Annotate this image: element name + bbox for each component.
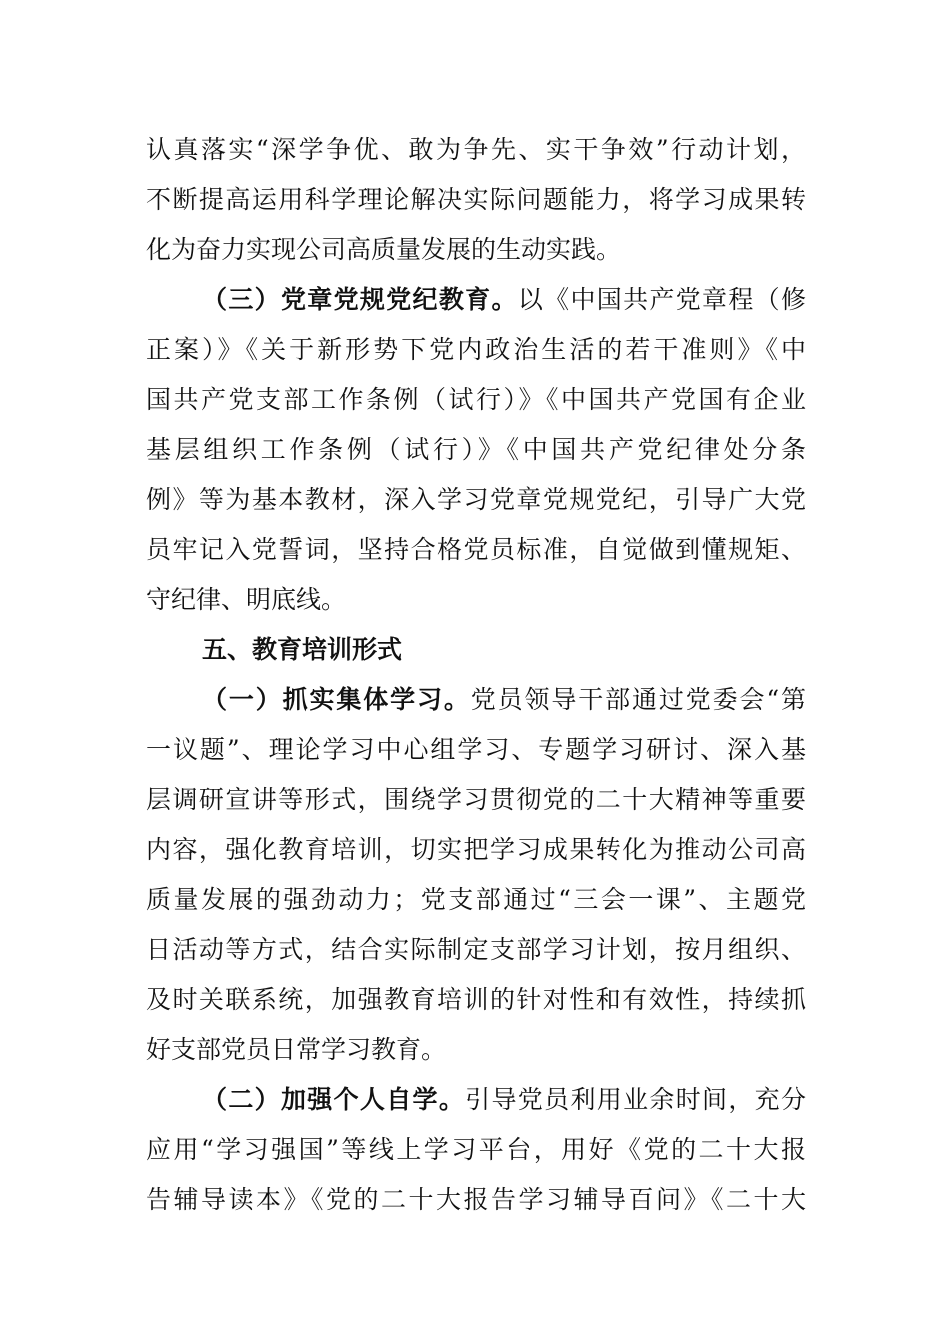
paragraph-3-line-1 [202,680,806,720]
paragraph-3-line-4: 内容，强化教育培训，切实把学习成果转化为推动公司高 [146,835,806,864]
paragraph-2-title: （三）党章党规党纪教育。 [202,285,518,314]
paragraph-4-line-2: 应用“学习强国”等线上学习平台，用好《党的二十大报 [146,1135,806,1164]
paragraph-4-line-1-text: 引导党员利用业余时间，充分 [465,1085,806,1114]
paragraph-2-line-7: 守纪律、明底线。 [146,585,347,614]
paragraph-2-line-1 [202,280,806,320]
paragraph-3-line-6: 日活动等方式，结合实际制定支部学习计划，按月组织、 [146,935,806,964]
paragraph-1-line-1: 认真落实“深学争优、敢为争先、实干争效”行动计划， [146,135,806,164]
paragraph-1-line-3: 化为奋力实现公司高质量发展的生动实践。 [146,235,622,264]
paragraph-2-line-3: 国共产党支部工作条例（试行）》《中国共产党国有企业 [146,385,806,414]
paragraph-1-line-2: 不断提高运用科学理论解决实际问题能力，将学习成果转 [146,185,806,214]
paragraph-2-line-1-text: 以《中国共产党章程（修 [517,285,806,314]
paragraph-3-title: （一）抓实集体学习。 [202,685,471,714]
paragraph-2-line-5: 例》等为基本教材，深入学习党章党规党纪，引导广大党 [146,485,806,514]
paragraph-2-line-6: 员牢记入党誓词，坚持合格党员标准，自觉做到懂规矩、 [146,535,806,564]
paragraph-3-line-2: 一议题”、理论学习中心组学习、专题学习研讨、深入基 [146,735,806,764]
paragraph-2-line-4: 基层组织工作条例（试行）》《中国共产党纪律处分条 [146,435,806,464]
section-heading: 五、教育培训形式 [202,635,403,664]
paragraph-3-line-5: 质量发展的强劲动力；党支部通过“三会一课”、主题党 [146,885,806,914]
paragraph-4-line-1 [202,1080,806,1120]
paragraph-4-title: （二）加强个人自学。 [202,1085,466,1114]
paragraph-3-line-7: 及时关联系统，加强教育培训的针对性和有效性，持续抓 [146,985,806,1014]
paragraph-3-line-1-text: 党员领导干部通过党委会“第 [470,685,806,714]
paragraph-3-line-3: 层调研宣讲等形式，围绕学习贯彻党的二十大精神等重要 [146,785,806,814]
paragraph-4-line-3: 告辅导读本》《党的二十大报告学习辅导百问》《二十大 [146,1185,806,1214]
paragraph-3-line-8: 好支部党员日常学习教育。 [146,1035,447,1064]
paragraph-2-line-2: 正案）》《关于新形势下党内政治生活的若干准则》《中 [146,335,806,364]
